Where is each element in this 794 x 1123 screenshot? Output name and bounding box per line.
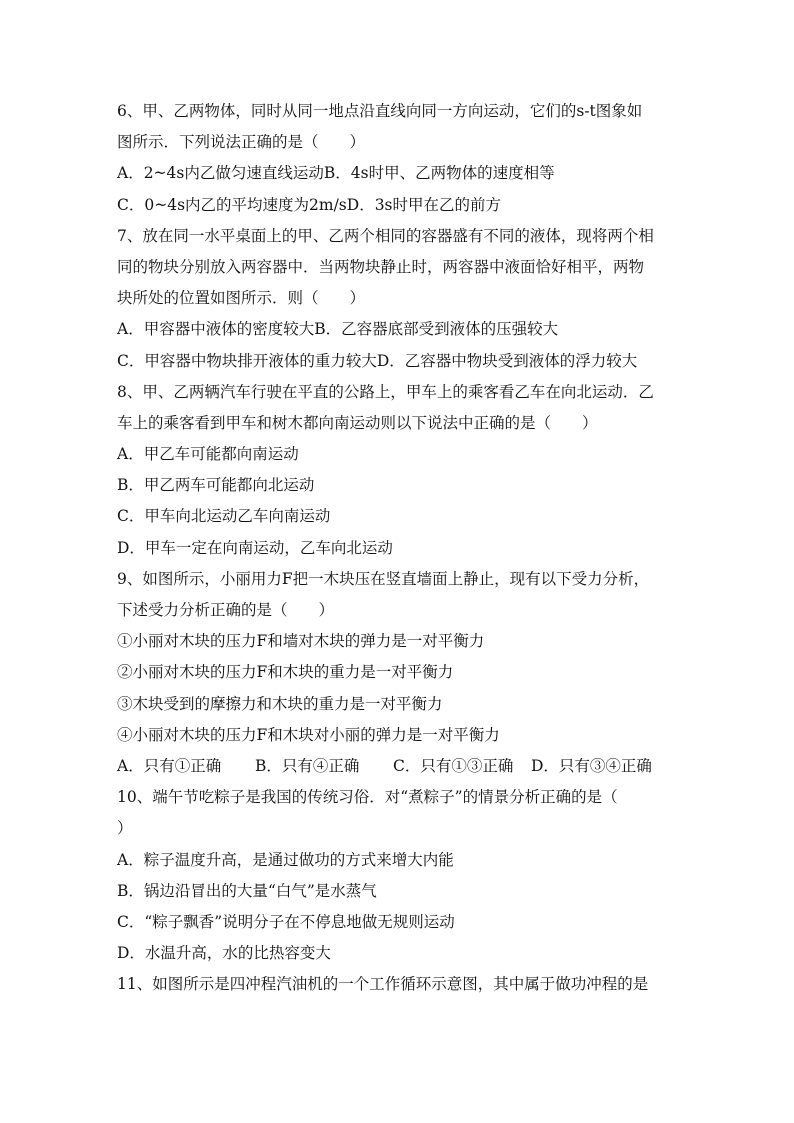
q8-stem-line-2: 车上的乘客看到甲车和树木都向南运动则以下说法中正确的是（ ） (117, 413, 598, 432)
q7-stem-line-3: 块所处的位置如图所示．则（ ） (117, 289, 366, 308)
q9-statement-2: ②小丽对木块的压力F和木块的重力是一对平衡力 (117, 663, 454, 682)
q7-options-line-2: C．甲容器中物块排开液体的重力较大D．乙容器中物块受到液体的浮力较大 (117, 351, 638, 370)
question-list (117, 96, 677, 1000)
q8-option-b: B．甲乙两车可能都向北运动 (117, 476, 315, 495)
q9-option-a: A．只有①正确 (117, 756, 222, 775)
q10-option-a: A．粽子温度升高，是通过做功的方式来增大内能 (117, 850, 454, 869)
q9-statement-3: ③木块受到的摩擦力和木块的重力是一对平衡力 (117, 694, 443, 713)
q10-stem-line-1: 10、端午节吃粽子是我国的传统习俗．对“煮粽子”的情景分析正确的是（ (117, 788, 618, 807)
q6-stem-line-1: 6、甲、乙两物体，同时从同一地点沿直线向同一方向运动，它们的s-t图象如 (117, 102, 643, 120)
q6-options-line-2: C．0~4s内乙的平均速度为2m/sD．3s时甲在乙的前方 (117, 195, 502, 214)
q9-statement-1: ①小丽对木块的压力F和墙对木块的弹力是一对平衡力 (117, 632, 485, 651)
q6-options-line-1: A．2~4s内乙做匀速直线运动B．4s时甲、乙两物体的速度相等 (117, 164, 555, 183)
q8-option-a: A．甲乙车可能都向南运动 (117, 445, 299, 464)
q7-stem-line-2: 同的物块分别放入两容器中．当两物块静止时，两容器中液面恰好相平，两物 (117, 257, 645, 276)
q10-option-b: B．锅边沿冒出的大量“白气”是水蒸气 (117, 881, 377, 900)
q8-option-d: D．甲车一定在向南运动，乙车向北运动 (117, 538, 393, 557)
q9-statement-4: ④小丽对木块的压力F和木块对小丽的弹力是一对平衡力 (117, 725, 500, 744)
q10-option-d: D．水温升高，水的比热容变大 (117, 944, 331, 963)
q9-option-b: B．只有④正确 (255, 756, 360, 775)
q9-stem-line-1: 9、如图所示，小丽用力F把一木块压在竖直墙面上静止，现有以下受力分析， (117, 569, 650, 588)
q9-option-c: C．只有①③正确 (393, 756, 514, 775)
q10-stem-line-2: ） (117, 819, 133, 838)
q6-stem-line-2: 图所示．下列说法正确的是（ ） (117, 133, 366, 152)
q10-option-c: C．“粽子飘香”说明分子在不停息地做无规则运动 (117, 912, 455, 931)
q11-stem-line-1: 11、如图所示是四冲程汽油机的一个工作循环示意图，其中属于做功冲程的是 (117, 975, 649, 994)
q7-stem-line-1: 7、放在同一水平桌面上的甲、乙两个相同的容器盛有不同的液体，现将两个相 (117, 226, 654, 245)
q8-stem-line-1: 8、甲、乙两辆汽车行驶在平直的公路上，甲车上的乘客看乙车在向北运动．乙 (117, 382, 654, 401)
q9-options-row (117, 751, 677, 782)
q9-stem-line-2: 下述受力分析正确的是（ ） (117, 601, 335, 619)
q7-options-line-1: A．甲容器中液体的密度较大B．乙容器底部受到液体的压强较大 (117, 320, 559, 339)
q9-option-d: D．只有③④正确 (531, 756, 652, 775)
q8-option-c: C．甲车向北运动乙车向南运动 (117, 507, 331, 526)
